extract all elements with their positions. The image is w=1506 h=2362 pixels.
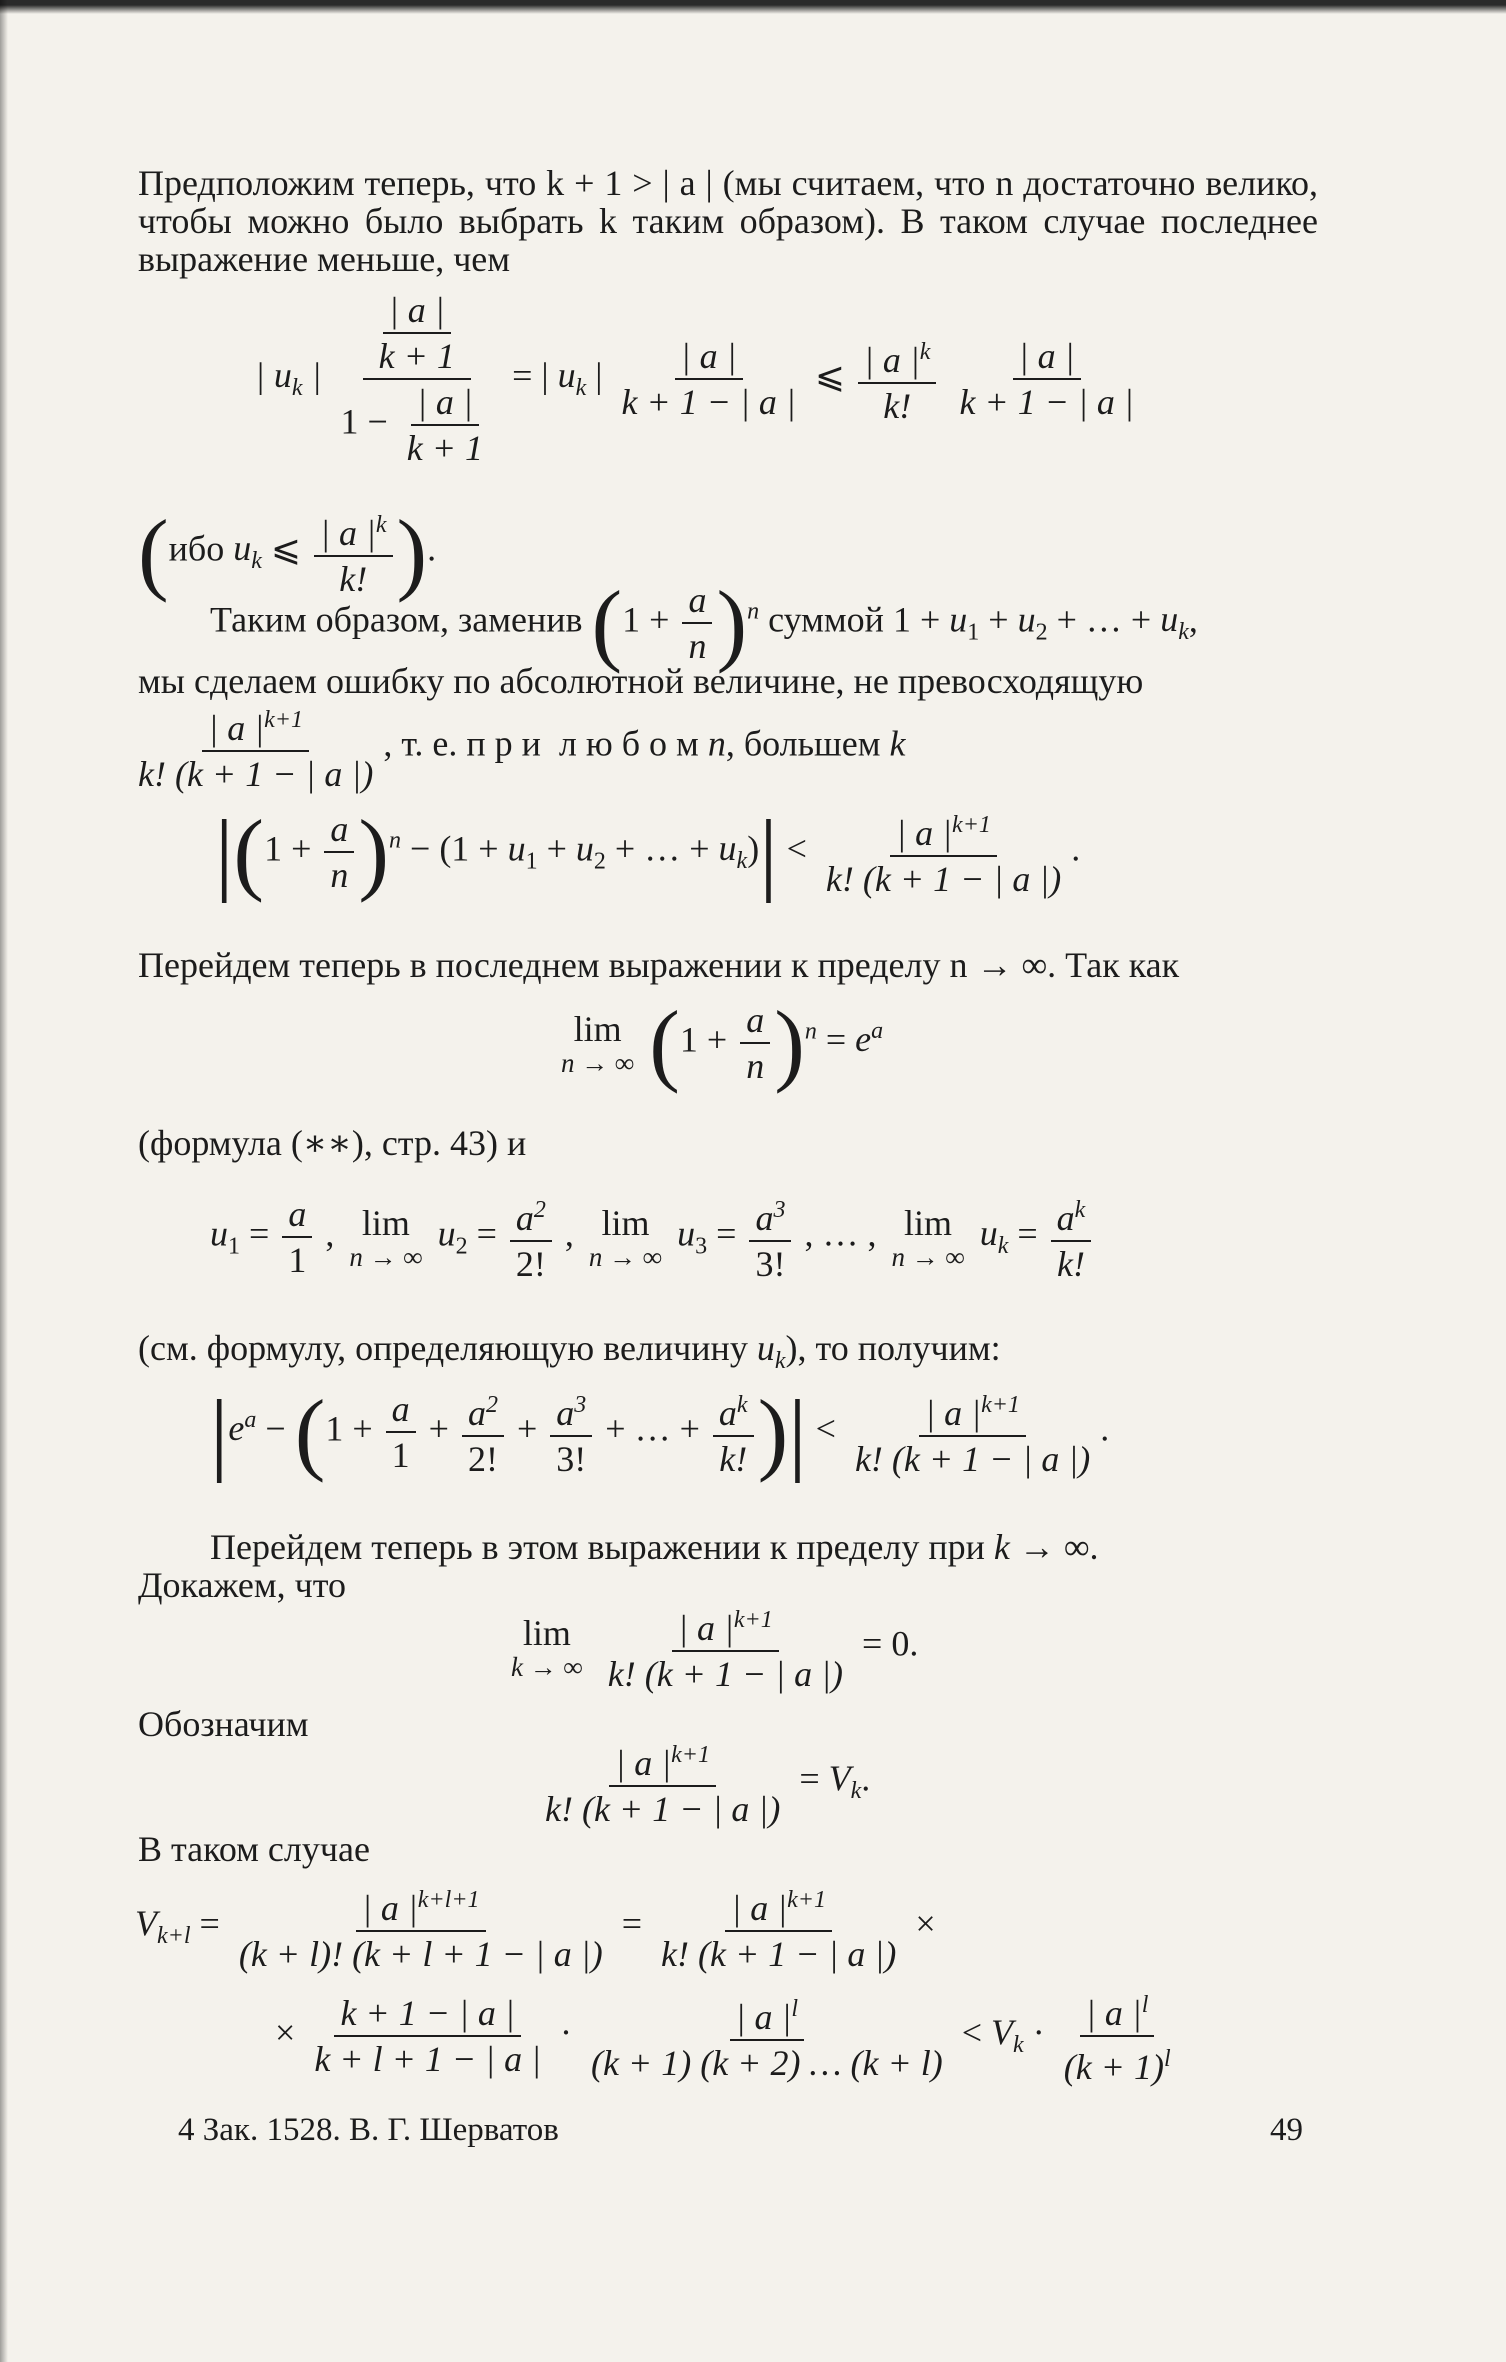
- paragraph-6-line-1: Перейдем теперь в этом выражении к пределу при k → ∞.: [210, 1527, 1099, 1567]
- equation-7: $\frac{| a |^{k+1}}{k! (k + 1 - | a |)}$ = $V_k$.: [535, 1735, 870, 1829]
- paragraph-2-line-1: Таким образом, заменив (1 + $\frac{a}{n}$ )$^n$ суммой $1 + u_1 + u_2$ + … + $u_k$,: [210, 572, 1198, 674]
- equation-2: |(1 + $\frac{a}{n}$ )$^n - (1 + u_1 + u_2$ + … + $u_k)|$ < $\frac{| a |^{k+1}}{k! (k + 1 - | a |)}$ .: [215, 801, 1081, 903]
- paragraph-2-line-2: мы сделаем ошибку по абсолютной величине, не превосходящую: [138, 661, 1144, 701]
- paragraph-2-line-3: $\frac{| a |^{k+1}}{k! (k + 1 - | a |)}$ , т. е. п р и л ю б о м n, большем k: [128, 700, 906, 794]
- equation-3: lim n → ∞ (1 + $\frac{a}{n}$ )$^n = e^a$: [561, 992, 884, 1094]
- equation-1: | $u_k$ | $\frac{| a |}{k + 1}$ 1 − $\frac{| a |}{k + 1}$ = | $u_k$ | $\frac{| a |}{k + 1 - | a |}$ ⩽ $\frac{| a |^k}{k!}$ $\frac{| a |}{k + 1 - | a |}$: [255, 290, 1134, 468]
- paragraph-5: (см. формулу, определяющую величину $u_k$), то получим:: [138, 1328, 1001, 1375]
- page-left-edge: [0, 0, 8, 2362]
- page-top-edge: [0, 0, 1506, 14]
- paragraph-3: Перейдем теперь в последнем выражении к пределу n → ∞. Так как: [138, 945, 1180, 985]
- equation-8-line-2: × $\frac{k + 1 - | a |}{k + l + 1 - | a |}$ · $\frac{| a |^l}{(k + 1) (k + 2) \dots (k + l)}$ < $V_k$ · $\frac{| a |^l}{(k + 1)^l}$: [275, 1985, 1181, 2087]
- equation-8-line-1: $V_{k+l}$ = $\frac{| a |^{k+l+1}}{(k + l)! (k + l + 1 - | a |)}$ = $\frac{| a |^{k+1}}{k! (k + 1 - | a |)}$ ×: [135, 1880, 936, 1974]
- equation-4: $u_1$ = $\frac{a}{1}$ , lim n → ∞ $u_2$ = $\frac{a^2}{2!}$ , lim n → ∞ $u_3$ = $\frac{a^3}{3!}$ , … , lim n → ∞ $u_k$ = $\frac{a^k}{k!}$: [210, 1190, 1095, 1284]
- paragraph-6-line-2: Докажем, что: [138, 1565, 347, 1605]
- footer-signature: 4 Зак. 1528. В. Г. Шерватов: [178, 2112, 559, 2148]
- page-number: 49: [1270, 2112, 1303, 2148]
- paragraph-4: (формула (∗∗), стр. 43) и: [138, 1123, 527, 1163]
- paragraph-7: Обозначим: [138, 1704, 309, 1744]
- paragraph-1: Предположим теперь, что k + 1 > | a | (мы считаем, что n достаточно велико, чтобы можно было выбрать k таким образом). В таком случае последнее выражение меньше, чем: [138, 163, 1318, 279]
- equation-5: $|e^a - (1$ + $\frac{a}{1}$ + $\frac{a^2}{2!}$ + $\frac{a^3}{3!}$ + … + $\frac{a^k}{k!}$ )| < $\frac{| a |^{k+1}}{k! (k + 1 - | a |)}$ .: [210, 1381, 1110, 1483]
- equation-6: lim k → ∞ $\frac{| a |^{k+1}}{k! (k + 1 - | a |)}$ = 0.: [505, 1600, 918, 1694]
- equation-1-note: (ибо $u_k$ ⩽ $\frac{| a |^k}{k!}$ ).: [138, 501, 437, 603]
- paragraph-8: В таком случае: [138, 1829, 370, 1869]
